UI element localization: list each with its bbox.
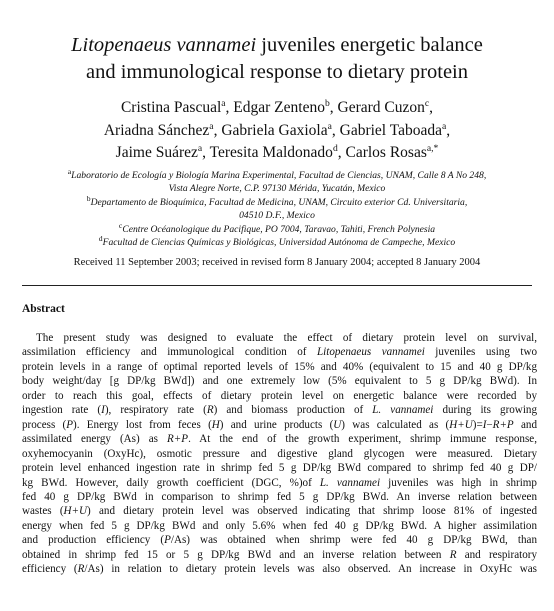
abstract-line [22, 418, 537, 432]
author-affiliation-mark: a [197, 142, 203, 154]
abstract-italic-term: R [449, 548, 457, 561]
abstract-text: assimilated energy (As) as [22, 433, 168, 446]
abstract-italic-term: I [482, 418, 487, 431]
abstract-line [22, 360, 537, 374]
affiliation-line [0, 193, 554, 209]
author-name: Gabriel Taboada [339, 121, 442, 139]
author-separator: , [331, 121, 340, 139]
abstract-line [22, 490, 537, 504]
abstract-line [22, 548, 537, 562]
abstract-text: protein levels in a range of optimal reported levels of 15% and 40% (equivalent to 15 and 40 g DP/kg [22, 360, 537, 373]
abstract-heading: Abstract [22, 303, 65, 315]
abstract-line [22, 461, 537, 475]
abstract-italic-term: U [333, 418, 342, 431]
abstract-text: ), respiratory rate ( [104, 404, 207, 417]
abstract-text: energy when fed 5 g DP/kg BWd and only 5.6% when fed 40 g DP/kg BWd. A higher assimilation [22, 519, 537, 532]
abstract-text: kg BWd. However, daily growth coefficient (DGC, %)of [22, 476, 320, 489]
abstract-line [22, 432, 537, 446]
affiliation-mark: c [118, 220, 123, 230]
affiliation-mark: a [67, 166, 72, 176]
abstract-italic-term: H [211, 418, 220, 431]
abstract-line [22, 533, 537, 547]
author-separator: , [429, 99, 434, 116]
abstract-text: /As) in relation to dietary protein levels was also observed. An increase in OxyHc was [84, 563, 537, 576]
author-affiliation-mark: a [221, 97, 226, 109]
author-name: Gabriela Gaxiola [221, 121, 328, 139]
author-affiliation-mark: a [442, 120, 447, 132]
abstract-line [22, 519, 537, 533]
abstract-italic-term: L. vannamei [372, 404, 434, 417]
abstract-line [22, 504, 537, 518]
affiliation-line [0, 182, 554, 195]
abstract-text: process ( [22, 418, 67, 431]
abstract-text: order to reach this goal, effects of dietary protein level on energetic balance were recorded by [22, 389, 537, 402]
author-list [0, 97, 554, 165]
abstract-text: juveniles using two [424, 346, 538, 359]
author-name: Edgar Zenteno [233, 99, 325, 116]
article-title [0, 32, 554, 86]
author-affiliation-mark: a [209, 120, 214, 132]
affiliation-line [0, 166, 554, 182]
abstract-text: ) and urine products ( [219, 418, 334, 431]
author-separator: , [202, 144, 210, 161]
abstract-line [22, 447, 537, 461]
abstract-text: and [513, 418, 538, 431]
abstract-text: ) was calculated as ( [341, 418, 450, 431]
abstract-text: and production efficiency ( [22, 534, 165, 547]
abstract-text: fed 40 g DP/kg BWd in comparison to shrimp fed 5 g DP/kg BWd. An inverse relation between [22, 490, 537, 503]
abstract-italic-term: R [77, 563, 85, 576]
affiliation-text: Vista Alegre Norte, C.P. 97130 Mérida, Yucatán, Mexico [168, 183, 386, 195]
abstract-italic-term: R [206, 404, 214, 417]
abstract-italic-term: I [101, 404, 105, 417]
author-separator: , [213, 121, 222, 139]
affiliation-text: Departamento de Bioquímica, Facultad de Medicina, UNAM, Circuito exterior Cd. Universitaria, [90, 196, 468, 208]
abstract-line [22, 403, 537, 417]
author-affiliation-mark: a,* [426, 142, 439, 154]
affiliation-mark: b [86, 193, 91, 203]
abstract-text: during its growing [433, 404, 537, 417]
abstract-text: The present study was designed to evaluate the effect of dietary protein level on survival, [36, 332, 537, 344]
author-name: Jaime Suárez [115, 144, 198, 161]
affiliations [0, 166, 554, 249]
author-name: Gerard Cuzon [337, 99, 425, 116]
section-divider [22, 285, 532, 286]
abstract-text: and respiratory [456, 548, 537, 561]
affiliation-line [0, 209, 554, 222]
abstract-italic-term: Litopenaeus vannamei [316, 346, 425, 359]
abstract-text: − [486, 418, 493, 431]
abstract-text: ) and dietary protein level was observed indicating that shrimp loose 81% of ingested [87, 505, 537, 518]
abstract-text: ). Energy lost from feces ( [73, 418, 212, 431]
affiliation-mark: d [98, 233, 103, 243]
abstract-italic-term: R+P [167, 433, 189, 446]
title-species: Litopenaeus vannamei [71, 34, 257, 56]
received-dates: Received 11 September 2003; received in revised form 8 January 2004; accepted 8 January 2004 [73, 257, 481, 268]
abstract-line [22, 389, 537, 403]
author-name: Cristina Pascual [120, 99, 222, 116]
affiliation-line [0, 220, 554, 236]
abstract-text: efficiency ( [22, 563, 78, 576]
abstract-body [22, 331, 537, 577]
author-separator: , [337, 144, 346, 161]
author-separator: , [446, 121, 451, 139]
abstract-text: oxyhemocyanin (OxyHc), osmotic pressure and digestive gland glycogen were measured. Dietary [22, 447, 537, 460]
affiliation-text: Facultad de Ciencias Químicas y Biológicas, Universidad Autónoma de Campeche, Mexico [102, 237, 456, 249]
author-name: Carlos Rosas [345, 144, 427, 161]
abstract-italic-term: P [66, 418, 74, 431]
abstract-text: obtained in shrimp fed 15 or 5 g DP/kg BWd and an inverse relation between [22, 548, 450, 561]
author-affiliation-mark: d [332, 142, 338, 154]
abstract-italic-term: R+P [492, 418, 514, 431]
abstract-text: . At the end of the growth experiment, shrimp immune response, [188, 433, 537, 446]
abstract-line [22, 476, 537, 490]
abstract-line [22, 345, 537, 359]
abstract-italic-term: H+U [449, 418, 473, 431]
abstract-line [22, 374, 537, 388]
abstract-italic-term: H+U [63, 505, 88, 518]
affiliation-text: Centre Océanologique du Pacifique, PO 7004, Taravao, Tahiti, French Polynesia [122, 223, 436, 235]
abstract-text: protein level enhanced ingestion rate in shrimp fed 5 g DP/kg BWd compared to shrimp fed 40 g DP/ [22, 462, 537, 475]
title-line-1-rest: juveniles energetic balance [256, 34, 483, 56]
abstract-text: /As) was obtained when shrimp were fed 40 g DP/kg BWd, than [170, 534, 537, 547]
abstract-text: juveniles was high in shrimp [380, 476, 537, 489]
abstract-text: body weight/day [g DP/kg BWd]) and one extremely low (5% equivalent to 5 g DP/kg BWd). In [22, 375, 537, 388]
title-line-2: and immunological response to dietary protein [85, 61, 468, 83]
affiliation-text: Laboratorio de Ecología y Biología Marina Experimental, Facultad de Ciencias, UNAM, Calle 8 A No 248, [71, 170, 487, 181]
author-affiliation-mark: a [327, 120, 332, 132]
abstract-text: ) and biomass production of [213, 404, 373, 417]
author-line [0, 120, 554, 143]
affiliation-line [0, 233, 554, 249]
author-affiliation-mark: b [324, 97, 330, 109]
author-separator: , [329, 99, 338, 116]
author-separator: , [225, 99, 234, 116]
abstract-line [22, 331, 537, 345]
affiliation-text: 04510 D.F., Mexico [239, 210, 315, 222]
abstract-text: )= [472, 418, 483, 431]
abstract-text: assimilation efficiency and immunological condition of [22, 346, 317, 359]
title-line-1 [0, 32, 554, 59]
author-affiliation-mark: c [424, 97, 430, 109]
author-line [0, 142, 554, 165]
abstract-line [22, 562, 537, 576]
abstract-italic-term: L. vannamei [319, 476, 381, 489]
author-name: Teresita Maldonado [209, 144, 333, 161]
abstract-text: ingestion rate ( [22, 404, 102, 417]
abstract-italic-term: P [164, 534, 171, 547]
author-name: Ariadna Sánchez [103, 121, 210, 139]
author-line [0, 97, 554, 120]
abstract-text: wastes ( [22, 505, 64, 518]
